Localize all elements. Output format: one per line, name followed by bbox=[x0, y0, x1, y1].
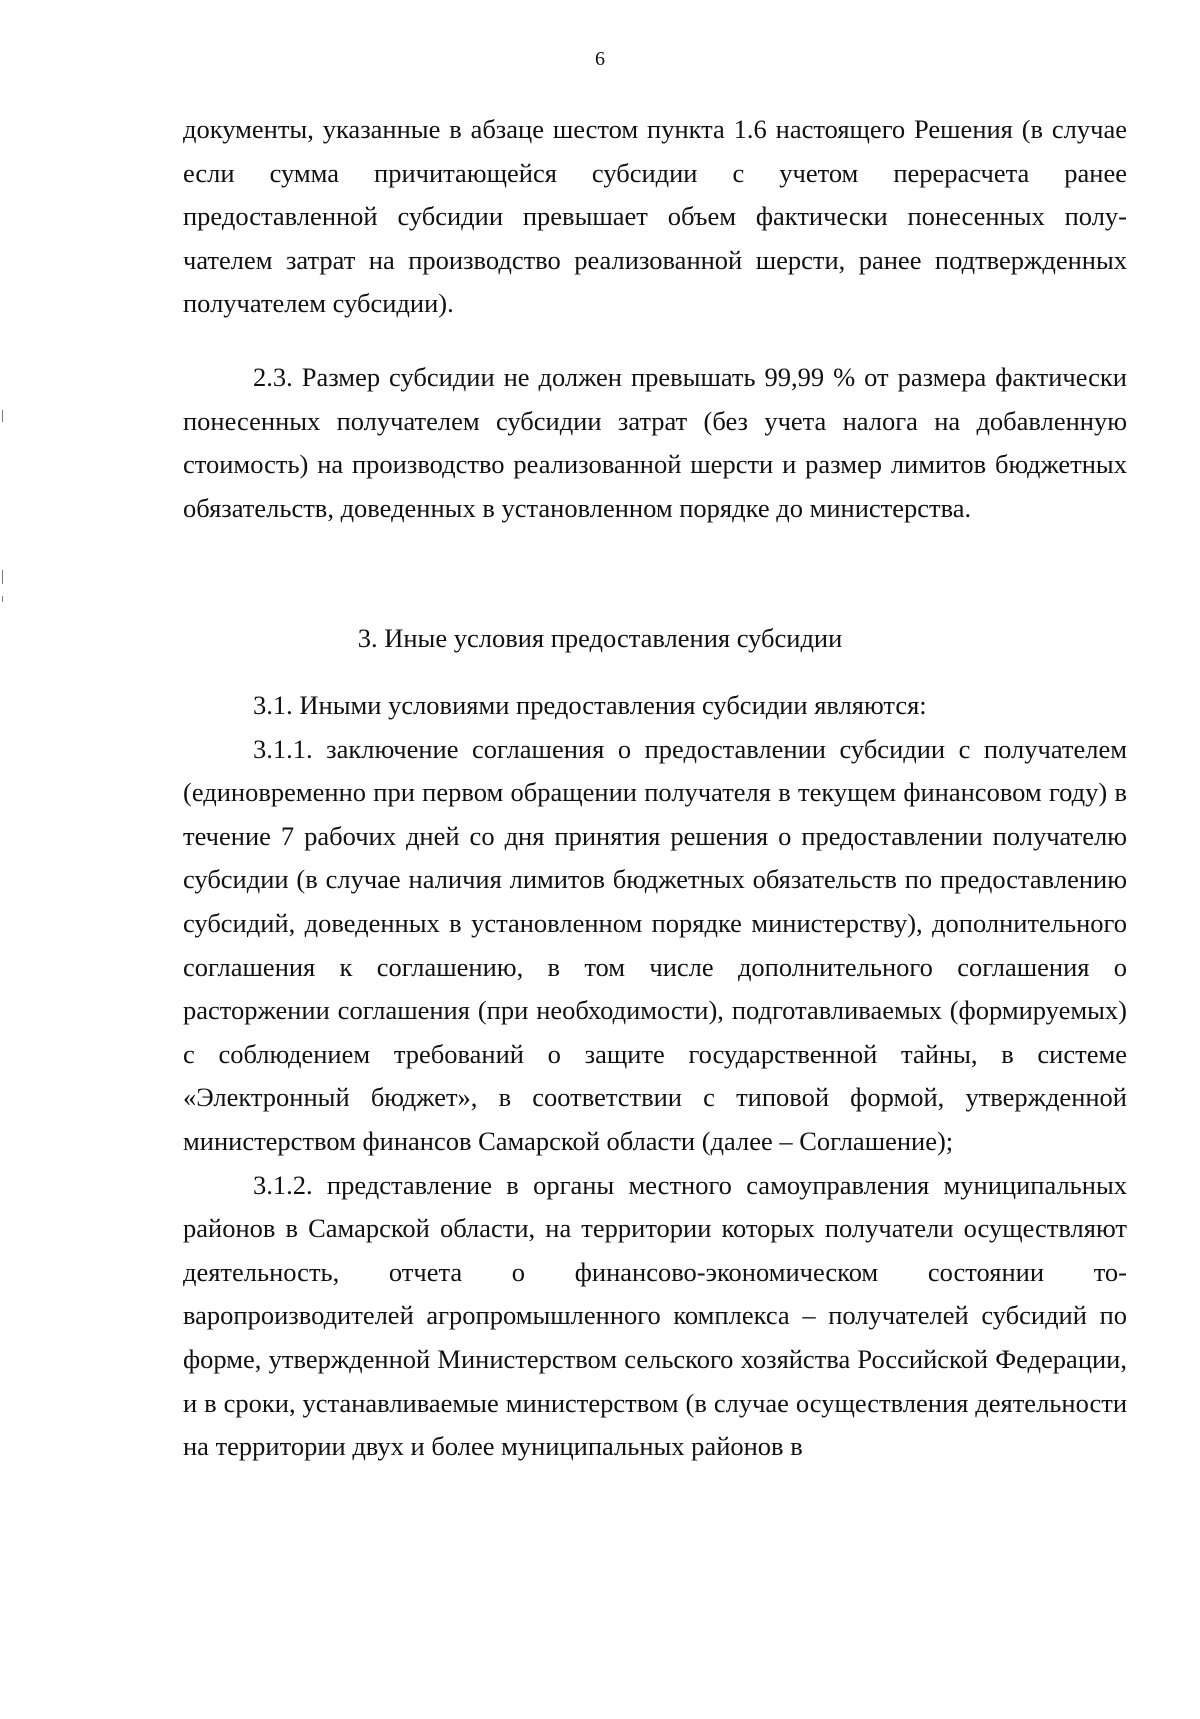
paragraph-3-1: 3.1. Иными условиями предоставления субсидии являются: bbox=[253, 690, 927, 720]
paragraph-3-1-2: 3.1.2. представление в органы местного самоуправления муниципальных районов в Самарской области, на территории которых получатели осуществляют деятельность, отчета о финансово-экономическом состоянии товаропроизводителей агропромышленного комплекса – получателей субсидий по форме, утвержденной Министерством сельского хозяйства Российской Федерации, и в сроки, устанавливаемые министерством (в случае осуществления деятельности на территории двух и более муниципальных районов в bbox=[183, 1169, 1127, 1462]
paragraph-2-3: 2.3. Размер субсидии не должен превышать 99,99 % от размера фактически понесенных получателем субсидии затрат (без учета налога на добавленную стоимость) на производство реализованной шерсти и размер лимитов бюджетных обязательств, доведенных в установленном порядке до министерства. bbox=[183, 362, 1127, 523]
scan-mark bbox=[2, 410, 3, 422]
text-block-continuation bbox=[183, 108, 1127, 326]
scan-mark bbox=[2, 596, 3, 602]
section-3-heading: 3. Иные условия предоставления субсидии bbox=[357, 623, 843, 653]
paragraph-3-1-1: 3.1.1. заключение соглашения о предоставлении субсидии с получателем (единовременно при первом обращении получателя в текущем финансовом году) в течение 7 рабочих дней со дня принятия решения о предоставлении получателю субсидии (в случае наличия лимитов бюджетных обязательств по предоставлению субсидий, доведенных в установленном порядке министерству), дополнительного соглашения к соглашению, в том числе дополнительного соглашения о расторжении соглашения (при необходимости), подготавливаемых (формируемых) с соблюдением требований о защите государственной тайны, в системе «Электронный бюджет», в соответствии с типовой формой, утвержденной министерством финансов Самарской области (далее – Соглашение); bbox=[183, 733, 1127, 1156]
paragraph-continuation: документы, указанные в абзаце шестом пункта 1.6 настоящего Решения (в случае если сумма причитающейся субсидии с учетом перерасчета ранее предоставленной субсидии превышает объем фактически понесенных получателем затрат на производство реализованной шерсти, ранее подтвержденных получателем субсидии). bbox=[183, 114, 1127, 319]
text-block-section-3 bbox=[183, 684, 1127, 1469]
scan-mark bbox=[2, 570, 3, 584]
text-block-clause-2-3 bbox=[183, 356, 1127, 530]
page-number: 6 bbox=[595, 48, 605, 70]
